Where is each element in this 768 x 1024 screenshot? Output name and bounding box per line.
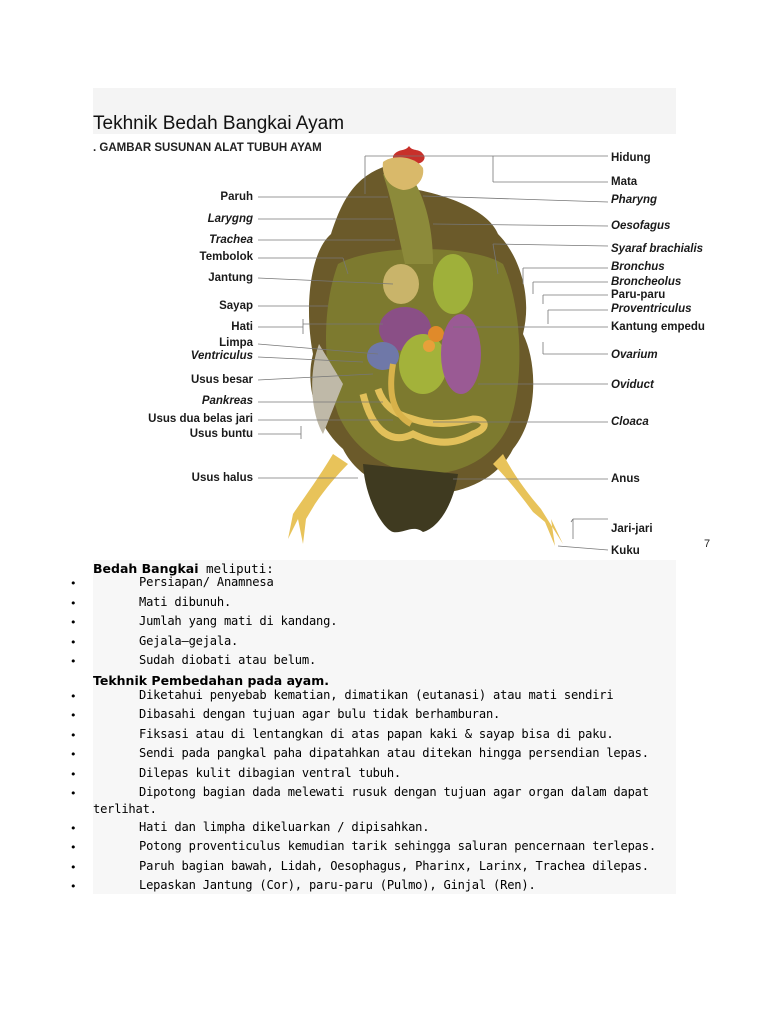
label-ovarium: Ovarium	[611, 349, 658, 361]
list-item: Gejala–gejala.	[139, 634, 239, 648]
leg-right	[493, 454, 563, 546]
ovary-organ	[428, 326, 444, 342]
label-anus: Anus	[611, 473, 640, 485]
label-broncheolus: Broncheolus	[611, 276, 682, 288]
page-title: Tekhnik Bedah Bangkai Ayam	[93, 113, 345, 134]
label-usus-halus: Usus halus	[191, 472, 253, 484]
label-trachea: Trachea	[209, 234, 253, 246]
oviduct-organ	[441, 314, 481, 394]
label-cloaca: Cloaca	[611, 416, 649, 428]
section1-heading	[93, 561, 274, 576]
tail-feathers	[363, 464, 458, 532]
bullet: •	[70, 616, 77, 629]
bullet: •	[70, 822, 77, 835]
label-usus-buntu: Usus buntu	[189, 428, 253, 440]
label-limpa: Limpa	[219, 337, 253, 349]
list-item: Fiksasi atau di lentangkan di atas papan kaki & sayap bisa di paku.	[139, 727, 614, 741]
bullet: •	[70, 787, 77, 800]
bullet: •	[70, 748, 77, 761]
label-sayap: Sayap	[219, 300, 253, 312]
bullet: •	[70, 709, 77, 722]
figure-page-number: 7	[704, 538, 711, 550]
section2-heading-text: Tekhnik Pembedahan pada ayam.	[93, 673, 329, 688]
label-paru-paru: Paru-paru	[611, 289, 666, 301]
label-oesofagus: Oesofagus	[611, 220, 671, 232]
list-item: Lepaskan Jantung (Cor), paru-paru (Pulmo), Ginjal (Ren).	[139, 878, 536, 892]
list-item: Sudah diobati atau belum.	[139, 653, 317, 667]
label-kantung-empedu: Kantung empedu	[611, 321, 705, 333]
label-proventriculus: Proventriculus	[611, 303, 692, 315]
label-oviduct: Oviduct	[611, 379, 654, 391]
lung-organ	[433, 254, 473, 314]
label-tembolok: Tembolok	[199, 251, 253, 263]
section1-heading-bold: Bedah Bangkai	[93, 561, 199, 576]
label-ventriculus: Ventriculus	[190, 350, 253, 362]
chicken-anatomy-figure	[93, 134, 718, 560]
section2-heading	[93, 673, 329, 688]
label-usus-besar: Usus besar	[190, 374, 253, 386]
list-item: Potong proventiculus kemudian tarik sehingga saluran pencernaan terlepas.	[139, 839, 656, 853]
gizzard-organ	[399, 334, 447, 394]
bullet: •	[70, 597, 77, 610]
label-mata: Mata	[611, 176, 638, 188]
label-usus-dua-belas-jari: Usus dua belas jari	[148, 413, 253, 425]
list-item: Dibasahi dengan tujuan agar bulu tidak berhamburan.	[139, 707, 501, 721]
ovary-organ-2	[423, 340, 435, 352]
bullet: •	[70, 729, 77, 742]
label-paruh: Paruh	[220, 191, 253, 203]
label-hidung: Hidung	[611, 152, 651, 164]
list-item: Diketahui penyebab kematian, dimatikan (eutanasi) atau mati sendiri	[139, 688, 614, 702]
bullet: •	[70, 841, 77, 854]
bullet: •	[70, 690, 77, 703]
bullet: •	[70, 861, 77, 874]
bullet: •	[70, 768, 77, 781]
label-pankreas: Pankreas	[201, 395, 253, 407]
list-item: Dilepas kulit dibagian ventral tubuh.	[139, 766, 401, 780]
label-syaraf-brachialis: Syaraf brachialis	[611, 243, 704, 255]
section1-heading-rest: meliputi:	[198, 561, 274, 576]
label-bronchus: Bronchus	[611, 261, 665, 273]
label-kuku: Kuku	[611, 545, 640, 557]
list-item: Jumlah yang mati di kandang.	[139, 614, 338, 628]
list-item: Hati dan limpha dikeluarkan / dipisahkan.	[139, 820, 430, 834]
label-jari-jari: Jari-jari	[611, 523, 653, 535]
label-hati: Hati	[231, 321, 253, 333]
bullet: •	[70, 880, 77, 893]
list-item: Persiapan/ Anamnesa	[139, 575, 274, 589]
list-item: Mati dibunuh.	[139, 595, 232, 609]
bullet: •	[70, 636, 77, 649]
list-item: Sendi pada pangkal paha dipatahkan atau ditekan hingga persendian lepas.	[139, 746, 649, 760]
bullet: •	[70, 577, 77, 590]
figure-caption: . GAMBAR SUSUNAN ALAT TUBUH AYAM	[93, 142, 322, 154]
label-pharyng: Pharyng	[611, 194, 658, 206]
list-item: Dipotong bagian dada melewati rusuk dengan tujuan agar organ dalam dapat terlihat.	[93, 785, 649, 816]
list-item: Paruh bagian bawah, Lidah, Oesophagus, Pharinx, Larinx, Trachea dilepas.	[139, 859, 649, 873]
bullet: •	[70, 655, 77, 668]
label-larygng: Larygng	[207, 213, 253, 225]
label-jantung: Jantung	[208, 272, 253, 284]
leg-left	[288, 454, 348, 544]
